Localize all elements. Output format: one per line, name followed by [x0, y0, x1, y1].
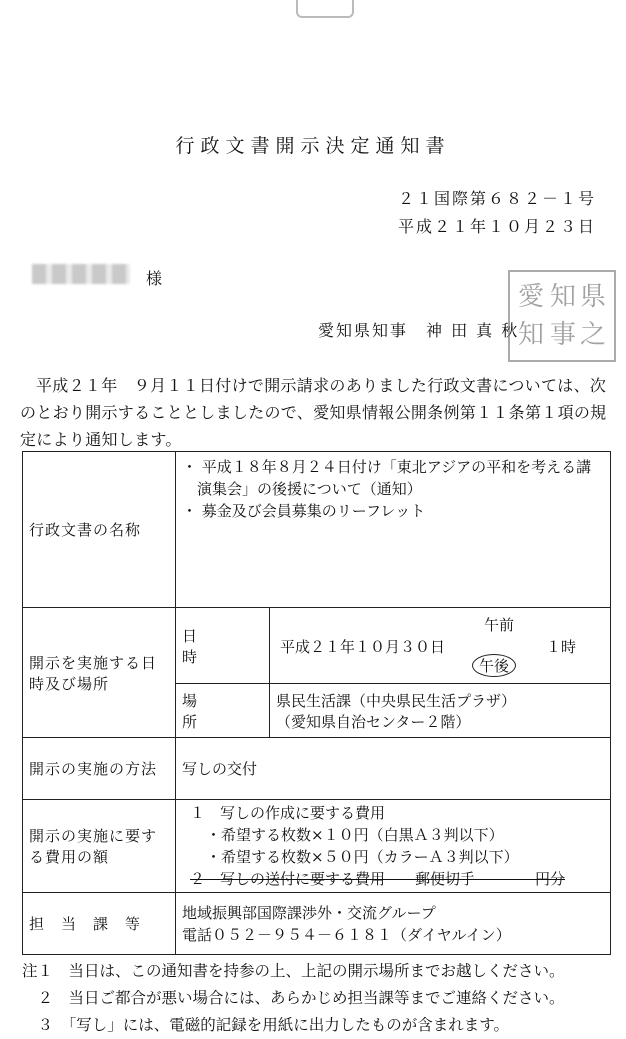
- redacted-recipient-name: [32, 264, 130, 284]
- note-3: ３ 「写し」には、電磁的記録を用紙に出力したものが含まれます。: [22, 1016, 510, 1034]
- pm-option-selected: 午後: [472, 654, 516, 677]
- document-number: ２１国際第６８２－１号: [397, 189, 596, 208]
- date-value: 平成２１年１０月３０日: [280, 637, 446, 656]
- cost-cell: [176, 800, 611, 893]
- method-label: 開示の実施の方法: [23, 738, 176, 800]
- place-value-line2: （愛知県自治センター２階）: [276, 712, 471, 731]
- datetime-label: 日 時: [176, 608, 270, 684]
- am-option: 午前: [484, 615, 515, 634]
- document-date: 平成２１年１０月２３日: [397, 217, 596, 236]
- doc-name-cell: [176, 452, 611, 608]
- top-stamp-mark: [296, 0, 354, 18]
- disclosure-table: [22, 451, 611, 955]
- note-2: ２ 当日ご都合が悪い場合には、あらかじめ担当課等までご連絡ください。: [22, 989, 565, 1007]
- issuer-name: 愛知県知事 神 田 真 秋: [318, 321, 520, 340]
- cost-item-color: ・希望する枚数×５０円（カラーＡ３判以下）: [206, 848, 519, 866]
- place-label: 場 所: [176, 684, 270, 738]
- document-title: 行政文書開示決定通知書: [175, 135, 451, 157]
- official-seal: 県 知 愛 之 事 知: [508, 270, 616, 362]
- datetime-place-label: 開示を実施する日時及び場所: [23, 608, 176, 738]
- doc-name-label: 行政文書の名称: [23, 452, 176, 608]
- place-value-cell: [270, 684, 611, 738]
- contact-department: 地域振興部国際課渉外・交流グループ: [182, 903, 436, 922]
- cost-item-copy: １ 写しの作成に要する費用: [190, 804, 386, 822]
- doc-item: ・ 平成１８年８月２４日付け「東北アジアの平和を考える講演集会」の後援について（通知）: [182, 458, 592, 498]
- datetime-value-cell: [270, 608, 611, 684]
- method-value: 写しの交付: [176, 738, 611, 800]
- intro-paragraph: 平成２１年 ９月１１日付けで開示請求のありました行政文書については、次のとおり開示することとしましたので、愛知県情報公開条例第１１条第１項の規定により通知します。: [20, 376, 607, 449]
- notes: [22, 958, 565, 1039]
- recipient-honorific: 様: [146, 269, 163, 288]
- time-value: １時: [546, 637, 577, 656]
- contact-cell: [176, 893, 611, 955]
- contact-phone: 電話０５２－９５４－６１８１（ダイヤルイン）: [182, 925, 511, 944]
- cost-item-bw: ・希望する枚数×１０円（白黒Ａ３判以下）: [206, 826, 504, 844]
- doc-item: ・ 募金及び会員募集のリーフレット: [182, 502, 426, 520]
- cost-label: 開示の実施に要する費用の額: [23, 800, 176, 893]
- contact-label: 担 当 課 等: [23, 893, 176, 955]
- cost-item-postage-struck: ２ 写しの送付に要する費用 郵便切手 円分: [190, 870, 566, 888]
- note-1: 注１ 当日は、この通知書を持参の上、上記の開示場所までお越しください。: [22, 962, 565, 980]
- place-value-line1: 県民生活課（中央県民生活プラザ）: [276, 691, 517, 710]
